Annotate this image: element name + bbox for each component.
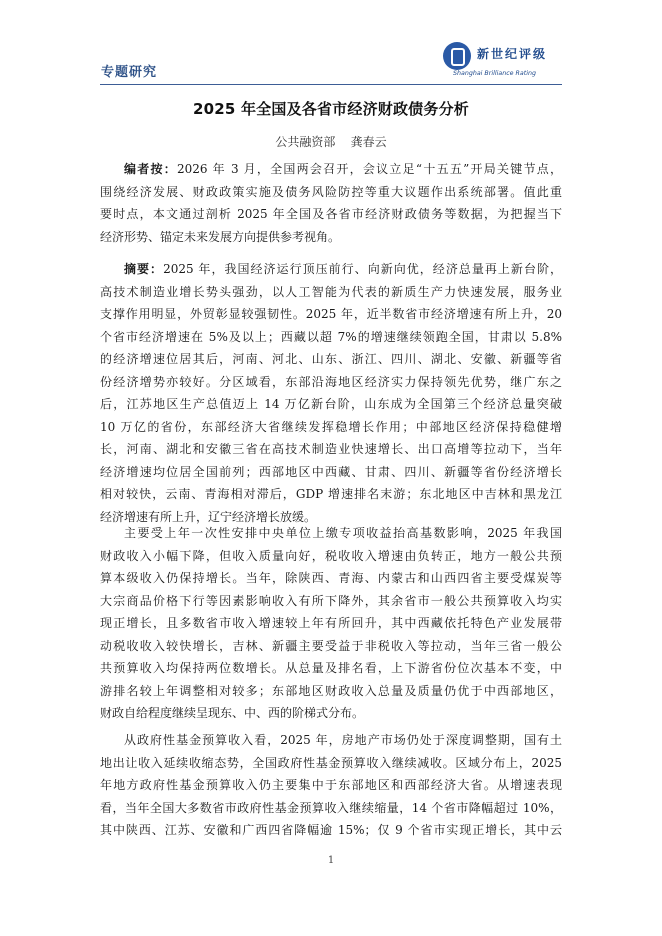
editor-note-line: 要时点，本文通过剖析 2025 年全国及各省市经济财政债务等数据，为把握当下 [100,207,562,221]
body-line: 年地方政府性基金预算收入仍主要集中于东部地区和西部经济大省。从增速表现 [100,778,562,792]
abstract-line: 的经济增速位居其后，河南、河北、山东、浙江、四川、湖北、安徽、新疆等省 [100,352,562,366]
body-line: 算本级收入仍保持增长。当年，除陕西、青海、内蒙古和山西四省主要受煤炭等 [100,571,562,585]
abstract-line: 支撑作用明显，外贸彰显较强韧性。2025 年，近半数省市经济增速有所上升，20 [100,307,562,321]
paragraph-government-fund [100,729,562,842]
page-number: 1 [327,855,335,866]
abstract-line: 10 万亿的省份，东部经济大省继续发挥稳增长作用；中部地区经济保持稳健增 [100,419,562,434]
editor-note-line: 编者按：2026 年 3 月，全国两会召开，会议立足“十五五”开局关键节点， [124,162,562,176]
logo-name-cn: 新世纪评级 [477,47,548,61]
paragraph-fiscal-revenue [100,522,562,725]
abstract-line: 摘要：2025 年，我国经济运行顶压前行、向新向优，经济总量再上新台阶， [124,262,562,276]
document-authors: 公共融资部 龚春云 [275,135,387,149]
body-line: 地出让收入延续收缩态势，全国政府性基金预算收入继续减收。区域分布上，2025 [100,755,562,770]
logo-name-en: Shanghai Brilliance Rating [453,70,536,77]
body-line: 主要受上年一次性安排中央单位上缴专项收益抬高基数影响，2025 年我国 [124,526,562,540]
editor-note [100,158,562,248]
abstract-line: 份经济增势亦较好。分区域看，东部沿海地区经济实力保持领先优势，继广东之 [100,374,562,389]
body-line: 动税收收入较快增长，吉林、新疆主要受益于非税收入等拉动，当年三省一般公 [100,638,562,653]
header-divider [100,84,562,85]
abstract-lead: 摘要： [124,262,164,276]
section-label: 专题研究 [101,65,158,80]
brand-logo [443,42,573,82]
abstract-line: 相对较快，云南、青海相对滞后，GDP 增速排名末游；东北地区中吉林和黑龙江 [100,487,562,501]
document-title: 2025 年全国及各省市经济财政债务分析 [193,100,469,118]
editor-note-lead: 编者按： [124,162,178,176]
body-line: 游排名较上年调整相对较多；东部地区财政收入总量及质量仍优于中西部地区， [100,683,562,698]
logo-icon [443,42,471,70]
body-line: 共预算收入均保持两位数增长。从总量及排名看，上下游省份位次基本不变，中 [100,661,562,675]
body-line: 其中陕西、江苏、安徽和广西四省降幅逾 15%；仅 9 个省市实现正增长，其中云 [100,823,562,837]
abstract [100,258,562,528]
body-line: 看，当年全国大多数省市政府性基金预算收入继续缩量，14 个省市降幅超过 10%， [100,800,562,815]
body-line: 财政收入小幅下降，但收入质量向好，税收收入增速由负转正，地方一般公共预 [100,548,562,563]
page-header [0,0,662,90]
abstract-line: 经济增速有所上升，辽宁经济增长放缓。 [100,509,317,524]
abstract-line: 高技术制造业增长势头强劲，以人工智能为代表的新质生产力快速发展，服务业 [100,284,562,299]
body-line: 现正增长，且多数省市收入增速较上年有所回升，其中西藏依托特色产业发展带 [100,616,562,630]
abstract-line: 长，河南、湖北和安徽三省在高技术制造业快速增长、出口高增等拉动下，当年 [100,442,562,456]
body-line: 从政府性基金预算收入看，2025 年，房地产市场仍处于深度调整期，国有土 [124,733,562,747]
abstract-line: 个省市经济增速在 5%及以上；西藏以超 7%的增速继续领跑全国，甘肃以 5.8% [100,329,562,344]
abstract-line: 经济增速均位居全国前列；西部地区中西藏、甘肃、四川、新疆等省份经济增长 [100,464,562,479]
body-line: 财政自给程度继续呈现东、中、西的阶梯式分布。 [100,706,365,720]
abstract-line: 后，江苏地区生产总值迈上 14 万亿新台阶，山东成为全国第三个经济总量突破 [100,397,562,411]
editor-note-line: 经济形势、锚定未来发展方向提供参考视角。 [100,229,341,244]
editor-note-line: 围绕经济发展、财政政策实施及债务风险防控等重大议题作出系统部署。值此重 [100,184,562,199]
body-line: 大宗商品价格下行等因素影响收入有所下降外，其余省市一般公共预算收入均实 [100,593,562,608]
